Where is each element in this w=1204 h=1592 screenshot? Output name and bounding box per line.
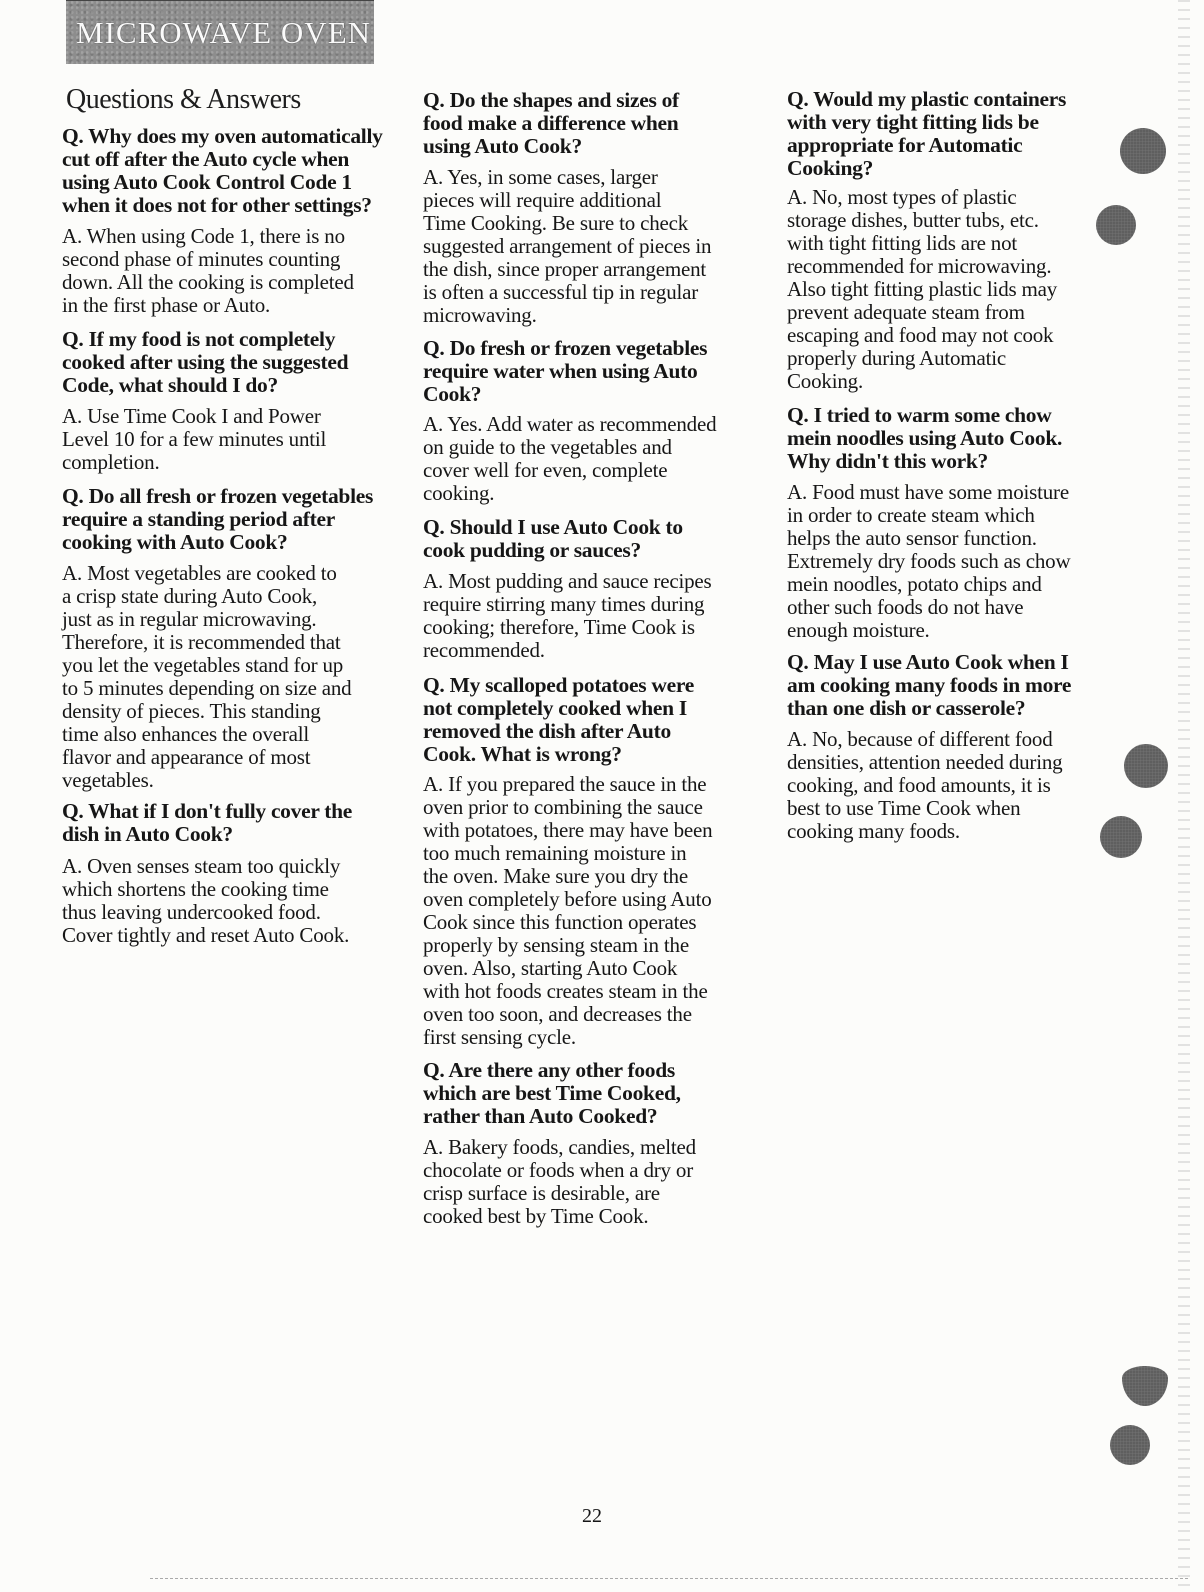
answer-line: A. When using Code 1, there is no xyxy=(62,224,345,248)
answer xyxy=(62,855,349,947)
answer xyxy=(423,773,712,1049)
question-line: require water when using Auto xyxy=(423,359,698,383)
question-line: Q. What if I don't fully cover the xyxy=(62,799,353,823)
answer-line: storage dishes, butter tubs, etc. xyxy=(787,208,1039,232)
answer-line: flavor and appearance of most xyxy=(62,745,311,769)
answer-line: suggested arrangement of pieces in xyxy=(423,234,712,258)
question-line: appropriate for Automatic xyxy=(787,133,1023,157)
question-line: Q. If my food is not completely xyxy=(62,327,336,351)
page-number: 22 xyxy=(582,1505,602,1527)
question-line: which are best Time Cooked, xyxy=(423,1081,681,1105)
answer-line: oven. Also, starting Auto Cook xyxy=(423,956,678,980)
answer xyxy=(62,562,351,792)
question xyxy=(62,328,348,397)
answer-line: the dish, since proper arrangement xyxy=(423,257,707,281)
question xyxy=(62,125,383,217)
answer-line: you let the vegetables stand for up xyxy=(62,653,344,677)
question-line: am cooking many foods in more xyxy=(787,673,1072,697)
answer-line: A. Yes. Add water as recommended xyxy=(423,412,717,436)
question-line: cook pudding or sauces? xyxy=(423,538,641,562)
answer xyxy=(423,1136,696,1228)
answer-line: Level 10 for a few minutes until xyxy=(62,427,327,451)
question-line: than one dish or casserole? xyxy=(787,696,1026,720)
answer-line: Cover tightly and reset Auto Cook. xyxy=(62,923,350,947)
answer-line: density of pieces. This standing xyxy=(62,699,321,723)
question-line: mein noodles using Auto Cook. xyxy=(787,426,1063,450)
question-line: Cook. What is wrong? xyxy=(423,742,622,766)
answer-line: the oven. Make sure you dry the xyxy=(423,864,688,888)
binder-hole xyxy=(1110,1425,1150,1465)
answer-line: recommended for microwaving. xyxy=(787,254,1052,278)
answer-line: cooked best by Time Cook. xyxy=(423,1204,649,1228)
answer-line: with potatoes, there may have been xyxy=(423,818,713,842)
answer-line: Cook since this function operates xyxy=(423,910,697,934)
question xyxy=(787,88,1066,180)
answer xyxy=(62,225,354,317)
answer-line: A. No, most types of plastic xyxy=(787,185,1017,209)
answer-line: other such foods do not have xyxy=(787,595,1024,619)
answer xyxy=(787,186,1057,393)
answer-line: A. Most vegetables are cooked to xyxy=(62,561,337,585)
scan-bottom-edge xyxy=(150,1578,1190,1579)
question xyxy=(423,1059,681,1128)
question-line: cut off after the Auto cycle when xyxy=(62,147,350,171)
answer-line: in the first phase or Auto. xyxy=(62,293,271,317)
question-line: Code, what should I do? xyxy=(62,373,278,397)
answer-line: A. Food must have some moisture xyxy=(787,480,1069,504)
answer-line: pieces will require additional xyxy=(423,188,662,212)
question-line: with very tight fitting lids be xyxy=(787,110,1039,134)
question-line: food make a difference when xyxy=(423,111,679,135)
answer xyxy=(787,728,1062,843)
answer-line: Time Cooking. Be sure to check xyxy=(423,211,689,235)
question-line: Why didn't this work? xyxy=(787,449,988,473)
answer-line: recommended. xyxy=(423,638,545,662)
binder-hole xyxy=(1120,128,1166,174)
answer-line: just as in regular microwaving. xyxy=(62,607,317,631)
binder-hole xyxy=(1124,744,1168,788)
answer-line: A. Oven senses steam too quickly xyxy=(62,854,341,878)
question-line: not completely cooked when I xyxy=(423,696,687,720)
answer-line: oven completely before using Auto xyxy=(423,887,712,911)
question-line: Q. Are there any other foods xyxy=(423,1058,675,1082)
answer-line: properly by sensing steam in the xyxy=(423,933,689,957)
answer-line: completion. xyxy=(62,450,160,474)
question-line: cooked after using the suggested xyxy=(62,350,349,374)
answer xyxy=(423,166,711,327)
answer-line: crisp surface is desirable, are xyxy=(423,1181,660,1205)
question-line: Q. Do fresh or frozen vegetables xyxy=(423,336,708,360)
question xyxy=(423,89,679,158)
answer xyxy=(423,570,712,662)
question-line: removed the dish after Auto xyxy=(423,719,671,743)
answer-line: require stirring many times during xyxy=(423,592,705,616)
question-line: Q. Would my plastic containers xyxy=(787,87,1067,111)
answer-line: A. Yes, in some cases, larger xyxy=(423,165,658,189)
answer-line: oven too soon, and decreases the xyxy=(423,1002,692,1026)
question-line: rather than Auto Cooked? xyxy=(423,1104,658,1128)
answer-line: A. Bakery foods, candies, melted xyxy=(423,1135,696,1159)
answer-line: second phase of minutes counting xyxy=(62,247,341,271)
answer xyxy=(423,413,716,505)
question xyxy=(62,800,352,846)
answer-line: microwaving. xyxy=(423,303,537,327)
answer-line: enough moisture. xyxy=(787,618,930,642)
question-line: Q. May I use Auto Cook when I xyxy=(787,650,1069,674)
question-line: Q. Should I use Auto Cook to xyxy=(423,515,683,539)
answer-line: cooking; therefore, Time Cook is xyxy=(423,615,695,639)
answer xyxy=(62,405,326,474)
answer-line: cooking, and food amounts, it is xyxy=(787,773,1051,797)
answer-line: on guide to the vegetables and xyxy=(423,435,672,459)
answer-line: Also tight fitting plastic lids may xyxy=(787,277,1058,301)
question xyxy=(787,404,1062,473)
question-line: Q. Why does my oven automatically xyxy=(62,124,383,148)
question xyxy=(423,337,707,406)
answer-line: A. Most pudding and sauce recipes xyxy=(423,569,712,593)
answer-line: down. All the cooking is completed xyxy=(62,270,354,294)
answer-line: is often a successful tip in regular xyxy=(423,280,699,304)
binder-hole xyxy=(1100,816,1142,858)
question-line: cooking with Auto Cook? xyxy=(62,530,288,554)
answer-line: with tight fitting lids are not xyxy=(787,231,1018,255)
question-line: Q. Do the shapes and sizes of xyxy=(423,88,679,112)
answer-line: Therefore, it is recommended that xyxy=(62,630,341,654)
answer xyxy=(787,481,1070,642)
answer-line: Cooking. xyxy=(787,369,863,393)
question xyxy=(423,674,694,766)
answer-line: prevent adequate steam from xyxy=(787,300,1025,324)
answer-line: vegetables. xyxy=(62,768,154,792)
section-title: Questions & Answers xyxy=(66,84,301,115)
answer-line: Extremely dry foods such as chow xyxy=(787,549,1071,573)
answer-line: properly during Automatic xyxy=(787,346,1006,370)
question-line: using Auto Cook? xyxy=(423,134,582,158)
answer-line: first sensing cycle. xyxy=(423,1025,576,1049)
answer-line: mein noodles, potato chips and xyxy=(787,572,1042,596)
answer-line: A. If you prepared the sauce in the xyxy=(423,772,707,796)
answer-line: which shortens the cooking time xyxy=(62,877,329,901)
answer-line: to 5 minutes depending on size and xyxy=(62,676,352,700)
question-line: require a standing period after xyxy=(62,507,335,531)
question-line: Q. My scalloped potatoes were xyxy=(423,673,694,697)
question xyxy=(62,485,373,554)
answer-line: too much remaining moisture in xyxy=(423,841,687,865)
question-line: Cook? xyxy=(423,382,482,406)
question-line: dish in Auto Cook? xyxy=(62,822,233,846)
answer-line: escaping and food may not cook xyxy=(787,323,1054,347)
binder-hole xyxy=(1122,1366,1168,1406)
answer-line: in order to create steam which xyxy=(787,503,1035,527)
answer-line: A. Use Time Cook I and Power xyxy=(62,404,321,428)
answer-line: with hot foods creates steam in the xyxy=(423,979,708,1003)
answer-line: thus leaving undercooked food. xyxy=(62,900,321,924)
answer-line: A. No, because of different food xyxy=(787,727,1053,751)
binder-hole xyxy=(1096,205,1136,245)
answer-line: a crisp state during Auto Cook, xyxy=(62,584,318,608)
question-line: Q. Do all fresh or frozen vegetables xyxy=(62,484,374,508)
question-line: Cooking? xyxy=(787,156,874,180)
question-line: when it does not for other settings? xyxy=(62,193,372,217)
header-banner xyxy=(66,0,374,64)
answer-line: cover well for even, complete xyxy=(423,458,668,482)
answer-line: oven prior to combining the sauce xyxy=(423,795,703,819)
answer-line: time also enhances the overall xyxy=(62,722,310,746)
answer-line: helps the auto sensor function. xyxy=(787,526,1037,550)
answer-line: chocolate or foods when a dry or xyxy=(423,1158,694,1182)
scan-edge xyxy=(1178,0,1190,1592)
question xyxy=(423,516,683,562)
answer-line: densities, attention needed during xyxy=(787,750,1063,774)
answer-line: best to use Time Cook when xyxy=(787,796,1021,820)
answer-line: cooking many foods. xyxy=(787,819,960,843)
answer-line: cooking. xyxy=(423,481,495,505)
banner-title: MICROWAVE OVEN xyxy=(76,15,372,50)
question xyxy=(787,651,1071,720)
question-line: using Auto Cook Control Code 1 xyxy=(62,170,352,194)
question-line: Q. I tried to warm some chow xyxy=(787,403,1052,427)
